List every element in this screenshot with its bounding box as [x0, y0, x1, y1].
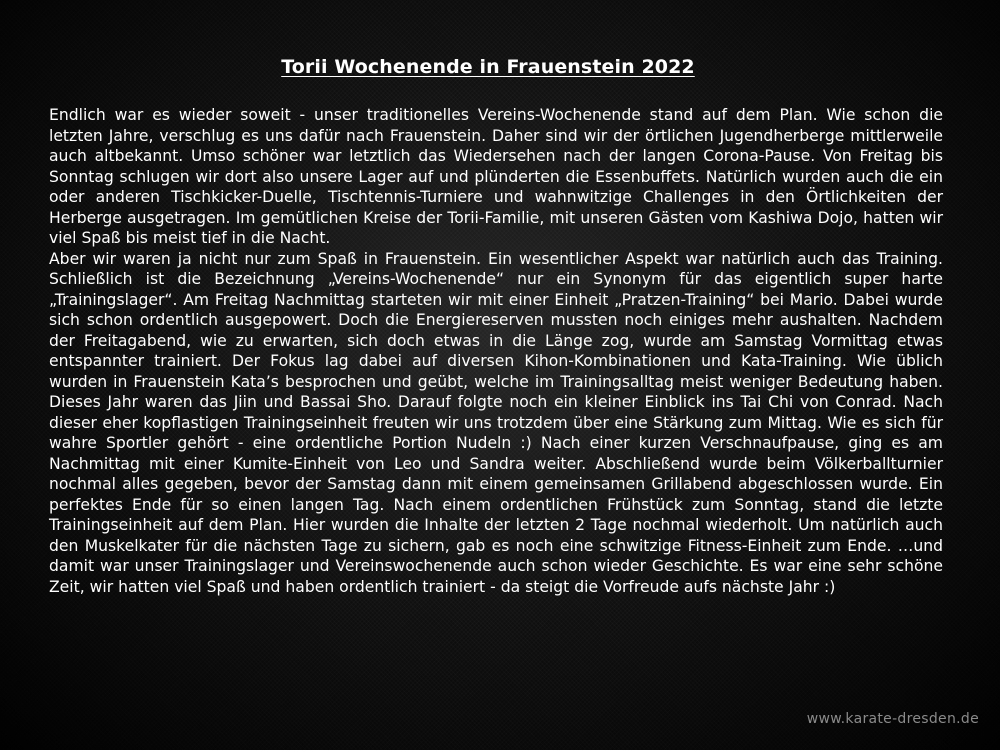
article-body [49, 105, 943, 597]
website-watermark: www.karate-dresden.de [806, 711, 979, 727]
article-paragraph-training: Aber wir waren ja nicht nur zum Spaß in Frauenstein. Ein wesentlicher Aspekt war natürlich auch das Training. Schließlich ist die Bezeichnung „Vereins-Wochenende“ nur ein Synonym für das eigentlich super harte „Trainingslager“. Am Freitag Nachmittag starteten wir mit einer Einheit „Pratzen-Training“ bei Mario. Dabei wurde sich schon ordentlich ausgepowert. Doch die Energiereserven mussten noch einiges mehr aushalten. Nachdem der Freitagabend, wie zu erwarten, sich doch etwas in die Länge zog, wurde am Samstag Vormittag etwas entspannter trainiert. Der Fokus lag dabei auf diversen Kihon-Kombinationen und Kata-Training. Wie üblich wurden in Frauenstein Kata’s besprochen und geübt, welche im Trainingsalltag meist weniger Bedeutung haben. Dieses Jahr waren das Jiin und Bassai Sho. Darauf folgte noch ein kleiner Einblick ins Tai Chi von Conrad. Nach dieser eher kopflastigen Trainingseinheit freuten wir uns trotzdem über eine Stärkung zum Mittag. Wie es sich für wahre Sportler gehört - eine ordentliche Portion Nudeln :) Nach einer kurzen Verschnaufpause, ging es am Nachmittag mit einer Kumite-Einheit von Leo und Sandra weiter. Abschließend wurde beim Völkerballturnier nochmal alles gegeben, bevor der Samstag dann mit einem gemeinsamen Grillabend abgeschlossen wurde. Ein perfektes Ende für so einen langen Tag. Nach einem ordentlichen Frühstück zum Sonntag, stand die letzte Trainingseinheit auf dem Plan. Hier wurden die Inhalte der letzten 2 Tage nochmal wiederholt. Um natürlich auch den Muskelkater für die nächsten Tage zu sichern, gab es noch eine schwitzige Fitness-Einheit zum Ende. …und damit war unser Trainingslager und Vereinswochenende auch schon wieder Geschichte. Es war eine sehr schöne Zeit, wir hatten viel Spaß und haben ordentlich trainiert - da steigt die Vorfreude aufs nächste Jahr :) [49, 249, 943, 596]
article-title: Torii Wochenende in Frauenstein 2022 [281, 56, 695, 78]
article-paragraph-intro: Endlich war es wieder soweit - unser traditionelles Vereins-Wochenende stand auf dem Plan. Wie schon die letzten Jahre, verschlug es uns dafür nach Frauenstein. Daher sind wir der örtlichen Jugendherberge mittlerweile auch altbekannt. Umso schöner war letztlich das Wiedersehen nach der langen Corona-Pause. Von Freitag bis Sonntag schlugen wir dort also unsere Lager auf und plünderten die Essenbuffets. Natürlich wurden auch die ein oder anderen Tischkicker-Duelle, Tischtennis-Turniere und wahnwitzige Challenges in den Örtlichkeiten der Herberge ausgetragen. Im gemütlichen Kreise der Torii-Familie, mit unseren Gästen vom Kashiwa Dojo, hatten wir viel Spaß bis meist tief in die Nacht. [49, 106, 943, 247]
